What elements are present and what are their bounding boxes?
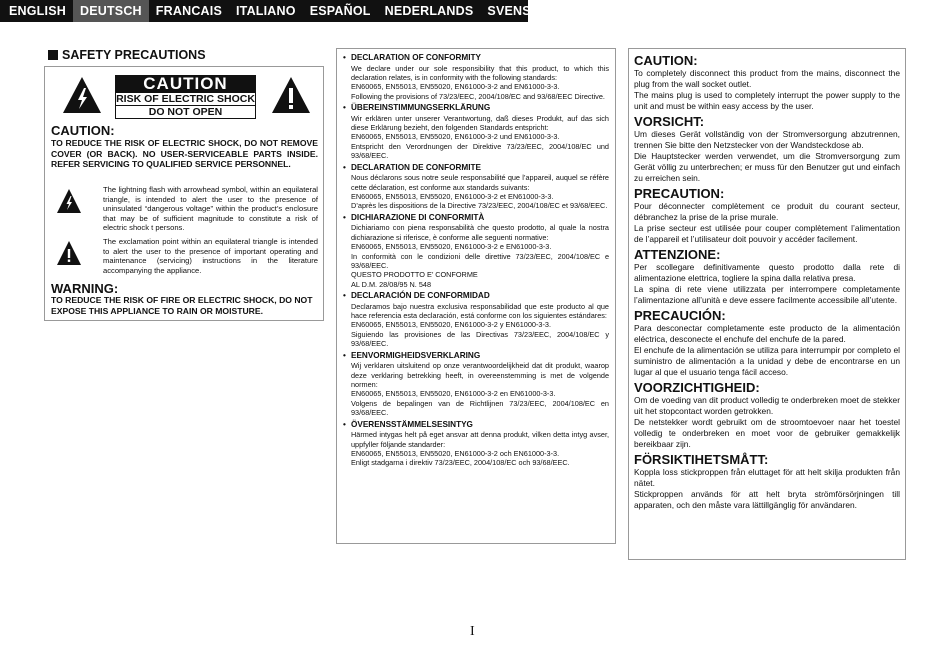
caution-open-line: DO NOT OPEN (115, 106, 256, 119)
declaration-title: ÖVERENSSTÄMMELSESINTYG (351, 419, 473, 429)
declaration-text: We declare under our sole responsibility that this product, to which this declaration relates, is in conformity with the following standards: EN60065, EN55013, EN55020, EN61000-3-2 and EN61000-3-3. Following the provisions of 73/23/EEC, 2004/108/EC and 93/68/EEC Directive. (351, 63, 609, 101)
exclamation-triangle-icon (270, 75, 312, 115)
lightning-symbol-row (51, 185, 318, 233)
safety-box (44, 66, 324, 321)
precaution-text: Para desconectar completamente este producto de la alimentación eléctrica, desconecte el enchufe del enchufe de la pared. El enchufe de la alimentación se utiliza para interrumpir por completo el suministro de alimentación a la unidad y debe de encontrarse en un lugar al que el usuario tenga fácil acceso. (634, 323, 900, 377)
section-title-text: SAFETY PRECAUTIONS (62, 48, 206, 62)
precaution-title: ATTENZIONE: (634, 247, 721, 262)
declaration-item (343, 103, 609, 161)
declaration-title: DICHIARAZIONE DI CONFORMITÀ (351, 212, 485, 222)
precaution-text: Pour déconnecter complètement ce produit du courant secteur, débranchez la prise de la prise murale. La prise secteur est utilisée pour couper complètement l’alimentation de l’appareil et l’utilisateur doit pouvoir y accéder facilement. (634, 201, 900, 244)
bullet-icon: • (343, 53, 346, 62)
lightning-small-icon (56, 188, 82, 214)
caution-label: CAUTION (115, 75, 256, 93)
lightning-explanation: The lightning flash with arrowhead symbol, within an equilateral triangle, is intended to alert the user to the presence of uninsulated “dangerous voltage” within the product’s enclosure that may be of sufficient magnitude to constitute a risk of electric shock t persons. (103, 185, 318, 232)
lang-espanol[interactable]: ESPAÑOL (309, 4, 371, 18)
declaration-text: Dichiariamo con piena responsabilità che questo prodotto, al quale la nostra dichiarazione si riferisce, è conforme alle seguenti normative: EN60065, EN55013, EN55020, EN61000-3-2 e EN61000-3-3. In conformità con le condizioni delle direttive 73/23/EEC, 2004/108/EC e 93/68/EEC. QUESTO PRODOTTO E’ CONFORME AL D.M. 28/08/95 N. 548 (351, 223, 609, 289)
declaration-text: Wir erklären unter unserer Verantwortung, daß dieses Produkt, auf das sich diese Erklärung bezieht, den folgenden Standards entspricht: EN60065, EN55013, EN55020, EN61000-3-2 und EN61000-3-3. Entspricht den Verordnungen der Direktive 73/23/EEC, 2004/108/EC und 93/68/EEC. (351, 113, 609, 161)
exclamation-small-icon (56, 240, 82, 266)
precautions-box (628, 48, 906, 560)
declaration-title: DECLARACIÓN DE CONFORMIDAD (351, 291, 490, 301)
precaution-title: FÖRSIKTIHETSMÅTT: (634, 452, 769, 467)
warning-text: TO REDUCE THE RISK OF FIRE OR ELECTRIC SHOCK, DO NOT EXPOSE THIS APPLIANCE TO RAIN OR MOISTURE. (51, 295, 313, 316)
lang-deutsch[interactable]: DEUTSCH (73, 0, 149, 22)
bullet-icon: • (343, 162, 346, 172)
declaration-title: DECLARATION OF CONFORMITY (351, 53, 481, 62)
bullet-icon: • (343, 212, 346, 222)
warning-title: WARNING: (51, 281, 119, 296)
bullet-icon: • (343, 103, 346, 113)
caution-shock-line: RISK OF ELECTRIC SHOCK (116, 93, 255, 105)
square-bullet-icon (48, 50, 58, 60)
caution-title: CAUTION: (51, 123, 115, 138)
bullet-icon: • (343, 419, 346, 429)
lang-italiano[interactable]: ITALIANO (235, 4, 296, 18)
lang-nederlands[interactable]: NEDERLANDS (384, 4, 474, 18)
declaration-item (343, 53, 609, 101)
lang-english[interactable]: ENGLISH (9, 4, 66, 18)
declaration-item (343, 163, 609, 211)
declaration-text: Wij verklaren uitsluitend op onze verantwoordelijkheid dat dit produkt, waarop deze verklaring betrekking heeft, in overeenstemming is met de volgende normen: EN60065, EN55013, EN55020, EN61000-3-2 en EN61000-3-3. Volgens de bepalingen van de Richtlijnen 73/23/EEC, 2004/108/EC en 93/68/EEC. (351, 361, 609, 418)
declaration-item (343, 213, 609, 289)
lang-francais[interactable]: FRANCAIS (155, 4, 222, 18)
precaution-title: PRECAUTION: (634, 186, 725, 201)
bullet-icon: • (343, 291, 346, 301)
declarations-box (336, 48, 616, 544)
exclamation-explanation: The exclamation point within an equilateral triangle is intended to alert the user to the presence of important operating and maintenance (servicing) instructions in the literature accompanying the appliance. (103, 237, 318, 275)
precaution-text: Koppla loss stickproppen från eluttaget för att helt skilja produkten från nätet. Stickproppen används för att helt bryta strömförsörjningen till apparaten, och den måste vara lättillgänglig för användaren. (634, 467, 900, 510)
precaution-title: CAUTION: (634, 53, 698, 68)
precaution-title: PRECAUCIÓN: (634, 308, 726, 323)
declaration-text: Declaramos bajo nuestra exclusiva responsabilidad que este producto al que hace referencia esta declaración, está conforme con los siguientes estándares: EN60065, EN55013, EN55020, EN61000-3-2 y EN61000-3-3. Siguiendo las provisiones de las Directivas 73/23/EEC, 2004/108/EC y 93/68/EEC. (351, 301, 609, 349)
caution-label-block (115, 75, 256, 119)
language-bar (0, 0, 550, 22)
precaution-text: Per scollegare definitivamente questo prodotto dalla rete di alimentazione elettrica, togliere la spina dalla relativa presa. La spina di rete viene utilizzata per interrompere completamente l’alimentazione all’unità e deve essere facilmente accessibile all’utente. (634, 262, 900, 305)
bullet-icon: • (343, 350, 346, 360)
lang-svenska[interactable]: SVENSKA (487, 4, 550, 18)
precaution-title: VORSICHT: (634, 114, 705, 129)
caution-text: TO REDUCE THE RISK OF ELECTRIC SHOCK, DO NOT REMOVE COVER (OR BACK). NO USER-SERVICEABLE PARTS INSIDE. REFER SERVICING TO QUALIFIED SERVICE PERSONNEL. (51, 138, 318, 169)
section-title (48, 48, 206, 62)
declaration-text: Härmed intygas helt på eget ansvar att denna produkt, vilken detta intyg avser, uppfyller följande standarder: EN60065, EN55013, EN55020, EN61000-3-2 och EN61000-3-3. Enligt stadgarna i direktiv 73/23/EEC, 2004/108/EC och 93/68/EEC. (351, 430, 609, 468)
declaration-item (343, 291, 609, 349)
precaution-text: To completely disconnect this product from the mains, disconnect the plug from the wall socket outlet. The mains plug is used to completely interrupt the power supply to the unit and must be within easy access by the user. (634, 68, 900, 111)
exclamation-symbol-row (51, 237, 318, 275)
declaration-title: EENVORMIGHEIDSVERKLARING (351, 350, 481, 360)
precaution-text: Om de voeding van dit product volledig te onderbreken moet de stekker uit het stopcontact worden getrokken. De netstekker wordt gebruikt om de stroomtoevoer naar het toestel volledig te onderbreken en moet voor de gebruiker gemakkelijk bereikbaar zijn. (634, 395, 900, 449)
precaution-title: VOORZICHTIGHEID: (634, 380, 760, 395)
declaration-item (343, 420, 609, 468)
declaration-text: Nous déclarons sous notre seule responsabilité que l’appareil, auquel se réfère cette déclaration, est conforme aux standards suivants: EN60065, EN55013, EN55020, EN61000-3-2 et EN61000-3-3. D’après les dispositions de la Directive 73/23/EEC, 2004/108/EC et 93/68/EEC. (351, 173, 609, 211)
precaution-text: Um dieses Gerät vollständig von der Stromversorgung abzutrennen, trennen Sie bitte den Netzstecker von der Wandsteckdose ab. Die Hauptstecker werden verwendet, um die Stromversorgung zum Gerät völlig zu unterbrechen; er muss für den Benutzer gut und einfach zu erreichen sein. (634, 129, 900, 183)
page-number: I (470, 624, 475, 639)
declaration-item (343, 351, 609, 418)
declaration-title: DECLARATION DE CONFORMITE (351, 162, 481, 172)
lightning-triangle-icon (61, 75, 103, 115)
declaration-title: ÜBEREINSTIMMUNGSERKLÄRUNG (351, 103, 491, 113)
